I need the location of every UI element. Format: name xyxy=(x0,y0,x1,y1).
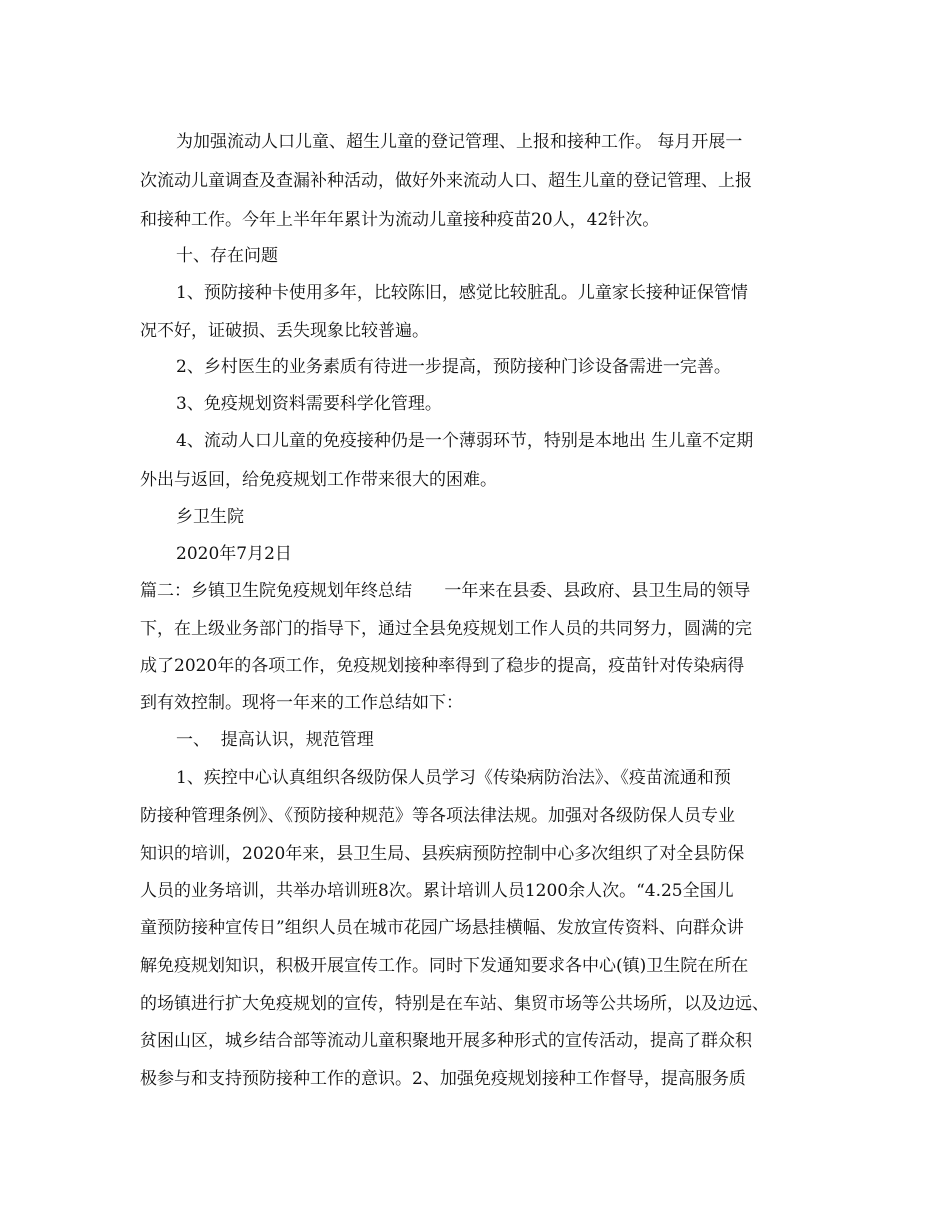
text-line: 下，在上级业务部门的指导下，通过全县免疫规划工作人员的共同努力，圆满的完 xyxy=(140,619,752,639)
text-line: 1、疾控中心认真组织各级防保人员学习《传染病防治法》、《疫苗流通和预 xyxy=(176,768,731,788)
text-line: 3、免疫规划资料需要科学化管理。 xyxy=(176,394,442,414)
section-heading: 十、存在问题 xyxy=(176,246,278,266)
text-line: 的场镇进行扩大免疫规划的宣传，特别是在车站、集贸市场等公共场所，以及边远、 xyxy=(140,994,769,1014)
text-line: 2、乡村医生的业务素质有待进一步提高，预防接种门诊设备需进一完善。 xyxy=(176,357,731,377)
text-line: 况不好，证破损、丢失现象比较普遍。 xyxy=(140,321,429,341)
text-line: 和接种工作。今年上半年年累计为流动儿童接种疫苗20人，42针次。 xyxy=(140,210,660,230)
text-line: 到有效控制。现将一年来的工作总结如下： xyxy=(140,693,463,713)
text-line: 次流动儿童调查及查漏补种活动，做好外来流动人口、超生儿童的登记管理、上报 xyxy=(140,171,752,191)
text-line: 为加强流动人口儿童、超生儿童的登记管理、上报和接种工作。 每月开展一 xyxy=(176,132,743,152)
section-heading: 一、 提高认识，规范管理 xyxy=(176,730,374,750)
text-line: 知识的培训，2020年来，县卫生局、县疾病预防控制中心多次组织了对全县防保 xyxy=(140,844,745,864)
signature-org: 乡卫生院 xyxy=(176,507,244,527)
text-line: 1、预防接种卡使用多年，比较陈旧，感觉比较脏乱。儿童家长接种证保管情 xyxy=(176,283,748,303)
text-line: 外出与返回，给免疫规划工作带来很大的困难。 xyxy=(140,470,497,490)
text-line: 解免疫规划知识，积极开展宣传工作。同时下发通知要求各中心(镇)卫生院在所在 xyxy=(140,956,749,976)
article-title-line: 篇二：乡镇卫生院免疫规划年终总结 一年来在县委、县政府、县卫生局的领导 xyxy=(140,581,751,601)
text-line: 贫困山区，城乡结合部等流动儿童积聚地开展多种形式的宣传活动，提高了群众积 xyxy=(140,1031,752,1051)
signature-date: 2020年7月2日 xyxy=(176,544,292,564)
text-line: 成了2020年的各项工作，免疫规划接种率得到了稳步的提高，疫苗针对传染病得 xyxy=(140,656,745,676)
text-line: 防接种管理条例》、《预防接种规范》等各项法律法规。加强对各级防保人员专业 xyxy=(140,806,735,826)
text-line: 4、流动人口儿童的免疫接种仍是一个薄弱环节，特别是本地出 生儿童不定期 xyxy=(176,431,754,451)
text-line: 人员的业务培训，共举办培训班8次。累计培训人员1200余人次。“4.25全国儿 xyxy=(140,881,734,901)
text-line: 极参与和支持预防接种工作的意识。2、加强免疫规划接种工作督导，提高服务质 xyxy=(140,1069,746,1089)
text-line: 童预防接种宣传日”组织人员在城市花园广场悬挂横幅、发放宣传资料、向群众讲 xyxy=(140,918,744,938)
